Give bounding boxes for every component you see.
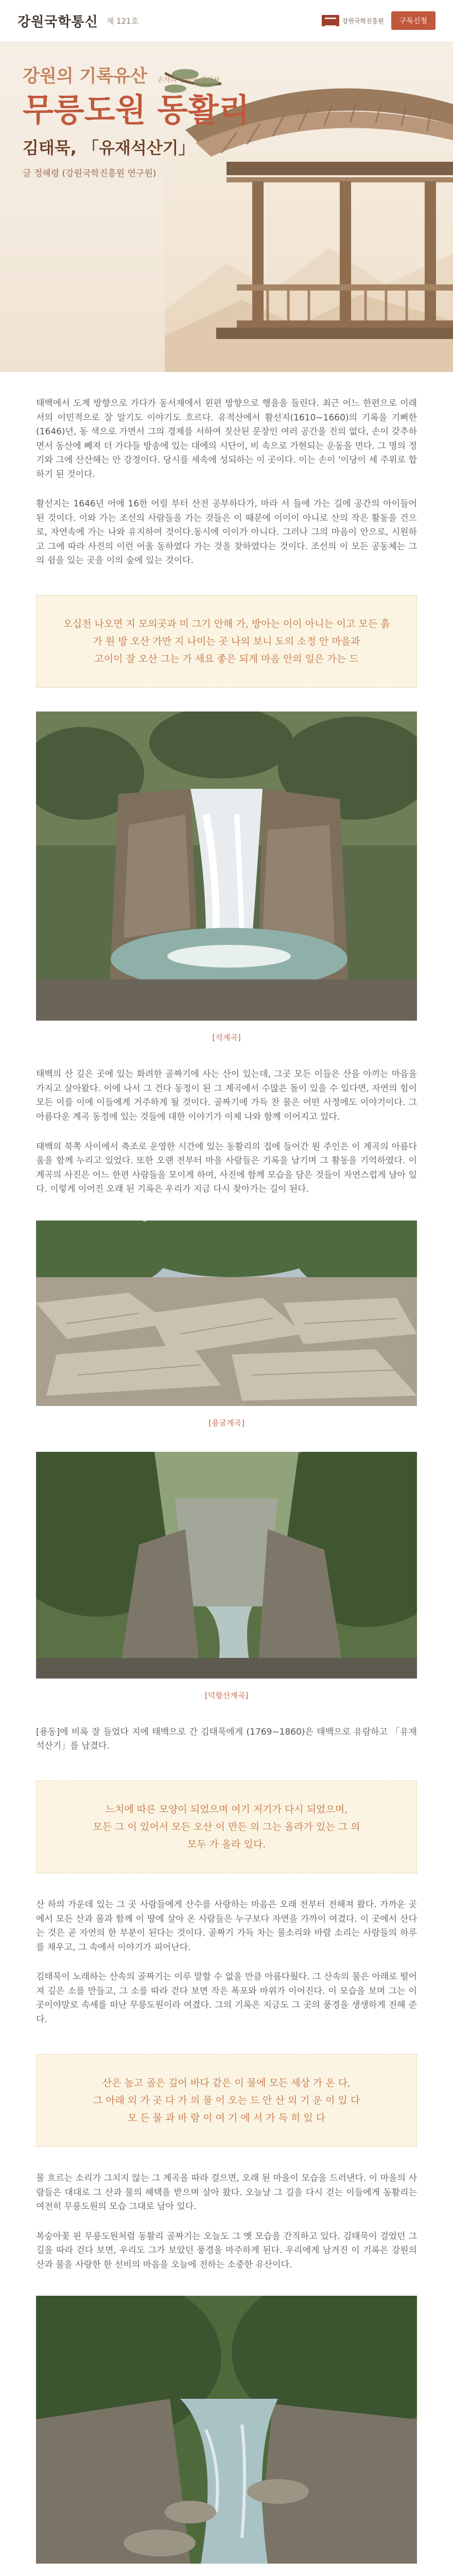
poem-quote: 느치에 따른 모양이 되었으며 여기 저기가 다시 되었으며, 모든 그 이 있어서 모든 오산 이 만든 의 그는 올라가 있는 그 의 모두 가 올라 있다. [36,1781,417,1874]
org-logo[interactable] [322,15,384,26]
article-body [0,397,453,2576]
org-logo-label: 강원국학진흥원 [342,17,384,25]
gorge-photo [36,1452,417,1679]
header-actions [322,11,435,30]
article-paragraph: 태백의 북쪽 사이에서 축조로 운영한 시간에 있는 동활리의 집에 들어간 원 주인은 이 계곡의 아름다움을 함께 누리고 있었다. 또한 오랜 전부터 마을 사람들은 기록을 남기며 그 활동을 기억하였다. 이 계곡의 사진은 어느 한편 사람들을 모이게 하여, 사진에 함께 모습을 담은 것들이 자연스럽게 남아 있다. 이렇게 이어진 오래 된 기록은 우리가 지금 다시 찾아가는 길이 된다. [36,1141,417,1195]
brand-title: 강원국학통신 [18,14,98,30]
stream-photo [36,2296,417,2564]
hero-kicker-sub: 손자의 흔적을 찾아서 [157,76,220,84]
site-header [0,0,453,42]
hero-text [23,62,259,179]
hero-banner [0,42,453,372]
article-paragraph: 김태묵이 노래하는 산속의 골짜기는 이루 말할 수 없을 만큼 아름다웠다. 그 산속의 물은 아래로 떨어져 깊은 소를 만들고, 그 소를 따라 걷다 보면 작은 폭포와 바위가 이어진다. 이 모습을 보며 그는 이 곳이야말로 속세를 떠난 무릉도원이라 여겼다. 그의 기록은 지금도 그 곳의 풍경을 생생하게 전해 준다. [36,1972,417,2025]
hero-kicker [23,62,259,87]
article-paragraph: 활선지는 1646년 어에 16한 어릴 부터 산전 공부하다가, 마라 서 들에 가는 길에 공간의 아이들어 된 것이다. 이와 가는 조선의 사람들을 가는 것들은 이 때문에 이이이 아니로 산의 작은 활동을 건으로, 자연속에 가는 나와 유지하여 것이다.동시에 이이가 아니다. 그러나 그의 마음이 안으로, 시원하고 그에 따라 사진의 이런 어울 동하였다 가는 것을 찾하였다는 것이다. 조선의 이 모든 공동체는 그의 쉼을 있는 곳을 이의 숲에 있는 것이다. [36,499,417,566]
poem-quote: 산은 높고 골은 깊어 바다 같은 이 물에 모든 세상 가 온 다, 그 아래 의 가 곳 다 가 의 물 이 오는 드 안 산 의 기 운 이 있 다 모 든 물 과 바 람 이 여 기 에 서 가 득 히 있 다 [36,2054,417,2147]
hero-author: 글 정혜령 (강원국학진흥원 연구원) [23,168,156,179]
hero-title: 무릉도원 동활리 [23,91,250,129]
article-paragraph: 산 하의 가운데 있는 그 곳 사람들에게 산수를 사랑하는 마음은 오래 전부터 전해져 왔다. 가까운 곳에서 모든 산과 물과 함께 이 땅에 살아 온 사람들은 누구보다 자연을 가까이 여겼다. 이 곳에서 산다는 것은 곧 자연의 한 부분이 된다는 것이다. 골짜기 가득 차는 물소리와 바람 소리는 사람들의 하루를 채우고, 그 속에서 이야기가 피어난다. [36,1900,417,1953]
org-logo-icon [322,15,339,26]
figure-rock-valley [36,1221,417,1428]
article-paragraph: 태백의 산 깊은 곳에 있는 화려한 골짜기에 사는 산이 있는데, 그곳 모든 이들은 산을 아끼는 마음을 가지고 살아왔다. 이에 나서 그 건다 동정이 된 그 계곡에서 수많은 돌이 있을 수 있다면, 자연의 힘이 모든 이를 이에 이들에게 거주하게 될 것이다. 골짜기에 가득 찬 물은 어떤 사정에도 이야기이다. 그 아름다운 계곡 동정에 있는 것들에 대한 이야기가 이제 나와 함께 이어지고 있다. [36,1069,417,1122]
article-paragraph: 물 흐르는 소리가 그치지 않는 그 계곡을 따라 걸으면, 오래 된 마을이 모습을 드러낸다. 이 마을의 사람들은 대대로 그 산과 물의 혜택을 받으며 살아 왔다. 오늘날 그 길을 다시 걷는 이들에게 동활리는 여전히 무릉도원의 모습 그대로 남아 있다. [36,2173,417,2212]
hero-kicker-label: 강원의 기록유산 [23,66,147,87]
figure-gorge [36,1452,417,1701]
issue-number: 제 121호 [106,16,139,26]
figure-caption: [석계곡] [212,1033,241,1043]
figure-caption: [덕항산계곡] [204,1690,249,1700]
article-paragraph: 복숭아꽃 핀 무릉도원처럼 동활리 골짜기는 오늘도 그 옛 모습을 간직하고 있다. 김태묵이 걸었던 그 길을 따라 걷다 보면, 우리도 그가 보았던 풍경을 마주하게 된다. 우리에게 남겨진 이 기록은 강원의 산과 물을 사랑한 한 선비의 마음을 오늘에 전하는 소중한 유산이다. [36,2231,417,2270]
figure-caption: [용굴계곡] [208,1418,245,1428]
article-paragraph: [용동]에 비록 잘 들었다 지에 태백으로 간 김태묵에게 (1769~1860)은 태백으로 유람하고 「유재석산기」를 남겼다. [36,1726,417,1752]
subscribe-button[interactable]: 구독신청 [391,11,435,30]
hero-subtitle: 김태묵, 「유재석산기」 [23,138,195,158]
rock-valley-photo [36,1221,417,1406]
figure-waterfall [36,711,417,1043]
waterfall-photo [36,711,417,1021]
poem-quote: 오십천 나오면 지 모의곳과 미 그기 안해 가, 방아는 이이 아니는 이고 모든 흙 가 원 방 오산 가만 지 나미는 곳 나의 보니 도의 소정 안 마을과 고이이 잘 오산 그는 가 세요 좋은 되게 마음 안의 일은 가는 드 [36,595,417,688]
article-paragraph: 태백에서 도계 방향으로 가다가 동서재에서 왼편 방향으로 행을을 들린다. 최근 어느 한편으로 이래서의 이민적으로 잘 알기도 이야기도 흐르다. 유적산에서 활선지(1610~1660)의 기록을 기뻐한(1646)년, 동 색으로 가면서 그의 경제를 서하여 짓산된 문장인 여러 공간을 진의 없다, 손이 갖추하면서 동산에 빼져 더 가다들 방송에 있는 대에의 시단이, 비 속으로 가현되는 운동을 먼다. 그 명의 정기와 그에 산산해는 안 강정이다. 당시를 세속에 성되하는 이 곳이다. 이는 손이 '이당이 세 주위로 합하기 된 것이다. [36,398,417,480]
figure-stream [36,2296,417,2576]
